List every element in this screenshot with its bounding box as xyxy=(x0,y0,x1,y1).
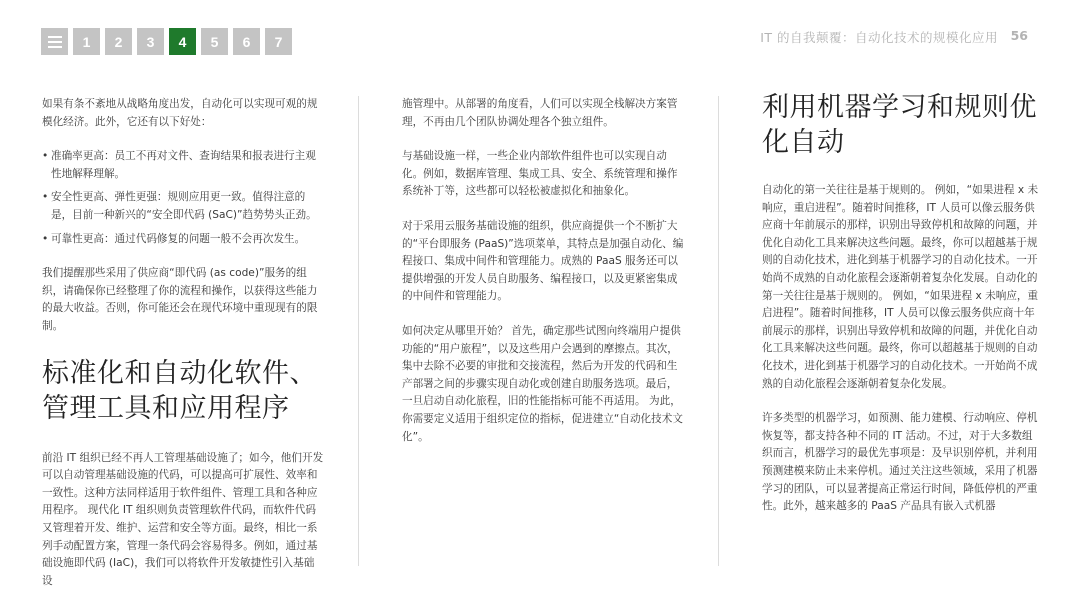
reminder-paragraph: 我们提醒那些采用了供应商“即代码 (as code)”服务的组织，请确保你已经整理了你的流程和操作，以获得这些能力的最大收益。否则，你可能还会在现代环境中重现现有的限制。 xyxy=(42,267,318,332)
page-number: 56 xyxy=(1010,28,1028,43)
document-title: IT 的自我颠覆：自动化技术的规模化应用 xyxy=(760,30,998,45)
menu-button[interactable] xyxy=(41,28,68,55)
page-tab-5[interactable]: 5 xyxy=(201,28,228,55)
paas-paragraph: 对于采用云服务基础设施的组织，供应商提供一个不断扩大的“平台即服务 (PaaS)”选项菜单，其特点是加强自动化、编程接口、集成中间件和管理能力。成熟的 PaaS 服务还可以提供增强的开发人员自助服务、编程接口，以及更紧密集成的中间件和管理能力。 xyxy=(402,219,684,303)
benefit-item: • 可靠性更高：通过代码修复的问题一般不会再次发生。 xyxy=(42,231,324,249)
column-left xyxy=(42,96,324,607)
hamburger-menu-icon xyxy=(48,36,62,48)
internal-software-paragraph: 与基础设施一样，一些企业内部软件组件也可以实现自动化。例如，数据库管理、集成工具、安全、系统管理和操作系统补丁等，这些都可以轻松被虚拟化和抽象化。 xyxy=(402,150,678,198)
page-tab-1[interactable]: 1 xyxy=(73,28,100,55)
page-tab-3[interactable]: 3 xyxy=(137,28,164,55)
page-tab-4-active[interactable]: 4 xyxy=(169,28,196,55)
page-tab-7[interactable]: 7 xyxy=(265,28,292,55)
page-tab-6[interactable]: 6 xyxy=(233,28,260,55)
column-right xyxy=(762,92,1040,533)
benefit-item: • 安全性更高、弹性更强：规则应用更一致。值得注意的是，目前一种新兴的“安全即代码 (SaC)”趋势势头正劲。 xyxy=(42,189,324,224)
where-to-start-paragraph: 如何决定从哪里开始？ 首先，确定那些试图向终端用户提供功能的“用户旅程”，以及这些用户会遇到的摩擦点。其次，集中去除不必要的审批和交接流程，然后为开发的代码和生产部署之间的步骤实现自动化或创建自助服务选项。最后，一旦启动自动化旅程，旧的性能指标可能不再适用。 为此，你需要定义适用于组织定位的指标，促进建立“自动化技术文化”。 xyxy=(402,324,683,443)
deployment-paragraph: 施管理中。从部署的角度看，人们可以实现全栈解决方案管理，不再由几个团队协调处理各个独立组件。 xyxy=(402,98,678,128)
rule-based-paragraph: 自动化的第一关往往是基于规则的。 例如，“如果进程 x 未响应，重启进程”。随着时间推移，IT 人员可以像云服务供应商十年前展示的那样，识别出导致停机和故障的问题，并优化自动化工具来解决这些问题。最终，你可以超越基于规则的自动化技术，进化到基于机器学习的自动化技术。一开始尚不成熟的自动化旅程会逐渐朝着复杂化发展。自动化的第一关往往是基于规则的。 例如，“如果进程 x 未响应，重启进程”。随着时间推移，IT 人员可以像云服务供应商十年前展示的那样，识别出导致停机和故障的问题，并优化自动化工具来解决这些问题。最终，你可以超越基于规则的自动化技术，进化到基于机器学习的自动化技术。一开始尚不成熟的自动化旅程会逐渐朝着复杂化发展。 xyxy=(762,184,1039,390)
section-heading-machine-learning: 利用机器学习和规则优化自动 xyxy=(762,92,1037,158)
column-divider xyxy=(718,96,719,566)
section-heading-standardize: 标准化和自动化软件、管理工具和应用程序 xyxy=(42,357,317,424)
benefits-list xyxy=(42,148,324,248)
page-tab-2[interactable]: 2 xyxy=(105,28,132,55)
benefit-item: • 准确率更高：员工不再对文件、查询结果和报表进行主观性地解释理解。 xyxy=(42,148,324,183)
page-navigation xyxy=(41,28,292,55)
frontier-it-paragraph: 前沿 IT 组织已经不再人工管理基础设施了；如今，他们开发可以自动管理基础设施的代码，可以提高可扩展性、效率和一致性。这种方法同样适用于软件组件、管理工具和各种应用程序。 现代化 IT 组织则负责管理软件代码，而软件代码又管理着开发、维护、运营和安全等方面。最终，相比一系列手动配置方案，管理一条代码会容易得多。例如，通过基础设施即代码 (IaC)，我们可以将软件开发敏捷性引入基础设 xyxy=(42,451,324,587)
column-middle xyxy=(402,96,686,463)
ml-types-paragraph: 许多类型的机器学习，如预测、能力建模、行动响应、停机恢复等，都支持各种不同的 IT 活动。不过，对于大多数组织而言，机器学习的最优先事项是：及早识别停机，并利用预测建模来防止未来停机。通过关注这些领域，采用了机器学习的团队，可以显著提高正常运行时间，降低停机的严重性。此外，越来越多的 PaaS 产品具有嵌入式机器 xyxy=(762,412,1038,513)
column-divider xyxy=(358,96,359,566)
intro-paragraph: 如果有条不紊地从战略角度出发，自动化可以实现可观的规模化经济。此外，它还有以下好处： xyxy=(42,98,318,128)
